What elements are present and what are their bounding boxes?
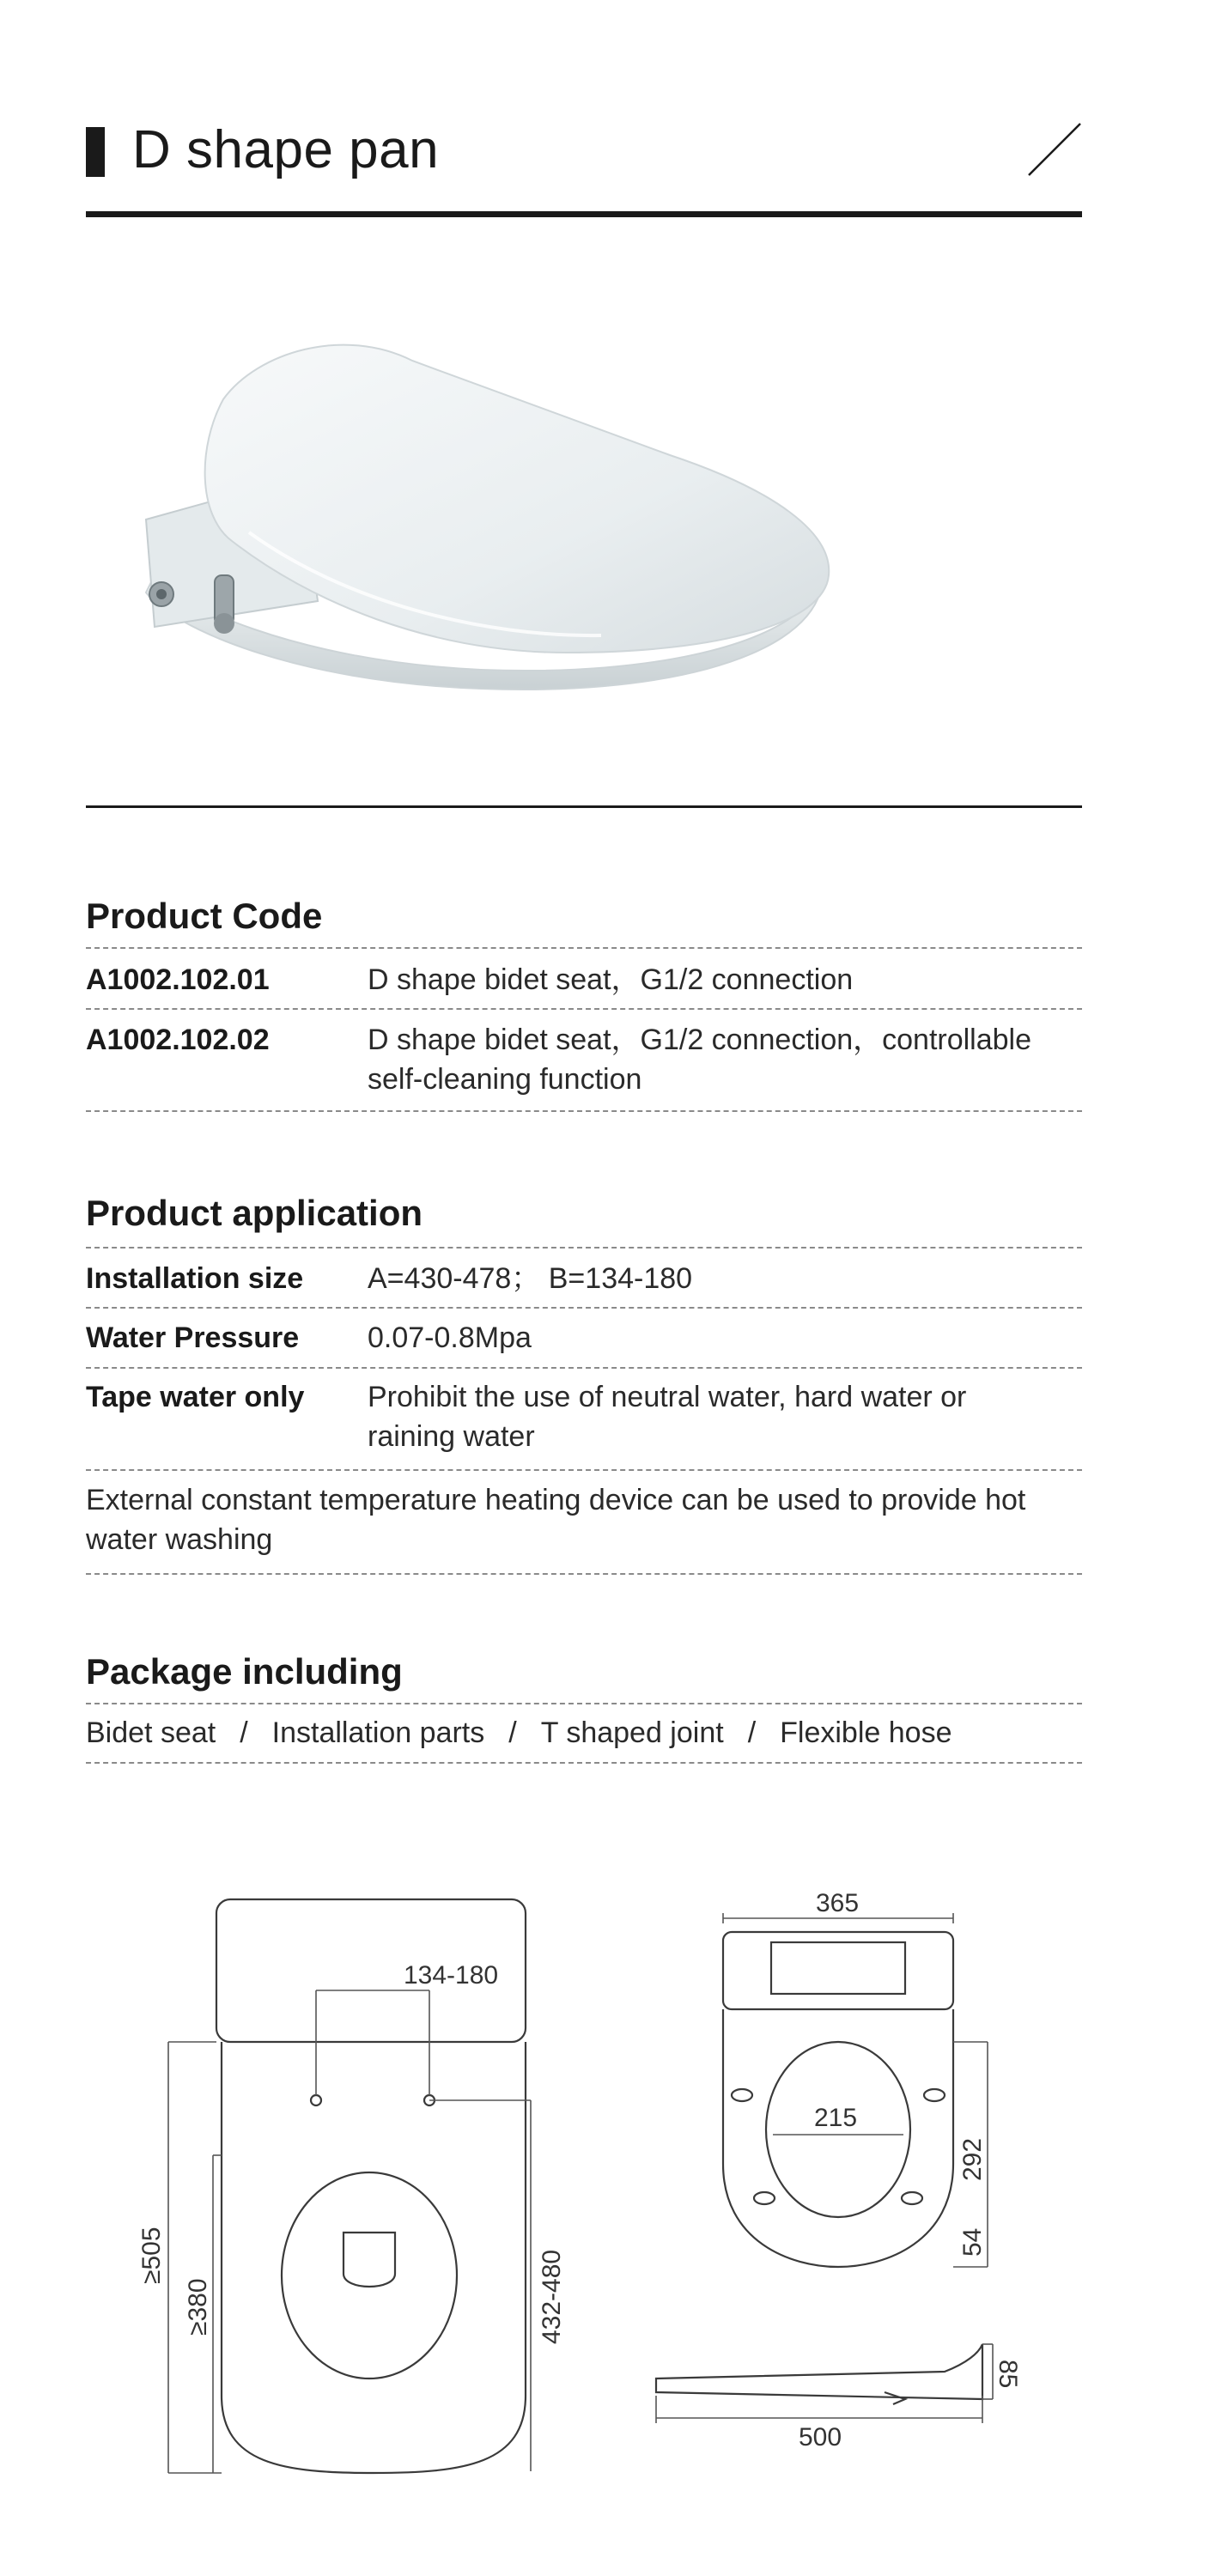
mount-hole [311, 2095, 321, 2105]
spec-value: 0.07-0.8Mpa [368, 1321, 532, 1354]
housing-outline [723, 1932, 953, 2009]
divider [86, 1307, 1082, 1309]
dim-hole-spacing: 134-180 [404, 1961, 499, 1990]
dim-rim: 54 [958, 2227, 987, 2257]
divider [86, 1703, 1082, 1704]
divider [86, 1008, 1082, 1010]
dim-depth: 292 [958, 2137, 987, 2181]
image-rule [86, 805, 1082, 808]
dim-length: 500 [799, 2423, 842, 2451]
application-note: External constant temperature heating device can be used to provide hot water washing [86, 1484, 1026, 1556]
seat-opening [282, 2172, 457, 2379]
divider [86, 1367, 1082, 1369]
package-item: Bidet seat [86, 1716, 216, 1749]
side-detail [885, 2392, 905, 2404]
package-list [86, 1713, 952, 1753]
dim-seat-length: ≥380 [184, 2278, 212, 2336]
divider [86, 1762, 1082, 1764]
product-code-heading: Product Code [86, 896, 323, 936]
divider [86, 947, 1082, 949]
housing-panel [771, 1942, 905, 1994]
package-item: Flexible hose [780, 1716, 952, 1749]
package-item: Installation parts [271, 1716, 485, 1749]
product-code: A1002.102.01 [86, 963, 270, 996]
product-code: A1002.102.02 [86, 1024, 270, 1056]
spec-value: A=430-478； B=134-180 [368, 1262, 693, 1295]
product-description: D shape bidet seat，G1/2 connection [368, 963, 854, 996]
page-title: D shape pan [132, 120, 440, 179]
spec-value: Prohibit the use of neutral water, hard water or raining water [368, 1381, 967, 1453]
spec-label: Tape water only [86, 1381, 305, 1413]
technical-drawing [0, 1855, 1216, 2576]
divider [86, 1469, 1082, 1471]
package-item: T shaped joint [540, 1716, 724, 1749]
package-separator: / [747, 1716, 757, 1749]
slash-icon [1027, 122, 1082, 177]
dim-opening-width: 215 [814, 2104, 858, 2132]
divider [86, 1247, 1082, 1249]
title-marker [86, 127, 105, 177]
dim-overall-length: ≥505 [137, 2227, 166, 2284]
product-image [120, 318, 842, 713]
underside-outline [723, 2009, 953, 2267]
package-heading: Package including [86, 1651, 403, 1692]
package-separator: / [508, 1716, 517, 1749]
header-rule [86, 211, 1082, 217]
package-separator: / [240, 1716, 248, 1749]
seat-outline [222, 2042, 526, 2473]
divider [86, 1573, 1082, 1575]
application-heading: Product application [86, 1193, 423, 1233]
spec-label: Water Pressure [86, 1321, 300, 1354]
spec-label: Installation size [86, 1262, 304, 1295]
side-profile [656, 2344, 982, 2399]
nozzle-outline [344, 2233, 395, 2287]
dim-width: 365 [816, 1889, 860, 1917]
divider [86, 1110, 1082, 1112]
dim-height: 85 [994, 2360, 1022, 2389]
dim-mount-range: 432-480 [538, 2249, 566, 2344]
product-description: D shape bidet seat，G1/2 connection，controllable self-cleaning function [368, 1024, 1032, 1096]
